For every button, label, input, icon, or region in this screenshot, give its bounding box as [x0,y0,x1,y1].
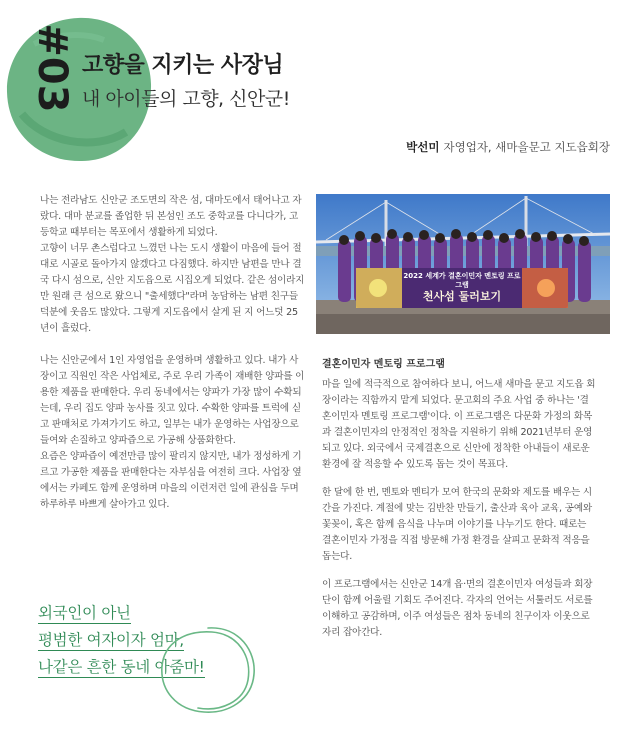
article-title: 고향을 지키는 사장님 [82,53,284,78]
banner-line-1: 2022 세계가 결혼이민자 멘토링 프로그램 [403,272,521,289]
left-column [40,193,306,513]
body-paragraph: 마을 일에 적극적으로 참여하다 보니, 어느새 새마을 문고 지도읍 회장이라는 직함까지 맡게 되었다. 문고회의 주요 사업 중 하나는 '결혼이민자 멘토링 프로그램'이다. 이 프로그램은 다문화 가정의 화목과 결혼이민자의 안정적인 정착을 지원하기 위해 2021년부터 운영되고 있다. 외국에서 국제결혼으로 신안에 정착한 아내들이 새로운 환경에 잘 적응할 수 있도록 돕는 것이 목표다. [322,379,596,470]
body-paragraph: 나는 전라남도 신안군 조도면의 작은 섬, 대마도에서 태어나고 자랐다. 대마 분교를 졸업한 뒤 본섬인 조도 중학교를 다니다가, 고등학교 때부터는 목포에서 생활하게 되었다. [40,195,302,238]
photo-caption: 결혼이민자 멘토링 프로그램 [322,359,445,370]
byline [406,139,610,155]
quote-line-2: 평범한 여자이자 엄마, [38,631,184,649]
article-subtitle: 내 아이들의 고향, 신안군! [82,88,290,110]
body-paragraph: 나는 신안군에서 1인 자영업을 운영하며 생활하고 있다. 내가 사장이고 직원인 작은 사업체로, 주로 우리 가족이 재배한 양파를 이용한 제품을 판매한다. 우리 동네에서는 양파가 가장 많이 수확되는데, 우리 집도 양파 농사를 짓고 있다. 수확한 양파를 트럭에 싣고 판매처로 가져가기도 하고, 일부는 내가 운영하는 사업장으로 들여와 손질하고 양파즙으로 가공해 상품화한다. [40,355,305,446]
body-paragraph: 고향이 너무 촌스럽다고 느꼈던 나는 도시 생활이 마음에 들어 절대로 시골로 돌아가지 않겠다고 다짐했다. 하지만 남편을 만나 결국 다시 섬으로, 신안 지도읍으로 시집오게 되었다. 같은 섬이라지만 원래 큰 섬으로 왔으니 "출세했다"라며 농담하는 남편 친구들 덕분에 웃음도 많았다. 그렇게 지도읍에서 살게 된 지 어느덧 25년이 흘렀다. [40,243,305,334]
quote-line-1: 외국인이 아닌 [38,604,131,622]
circle-scribble-icon [156,622,260,718]
banner-line-2: 천사섬 둘러보기 [422,290,502,303]
banner-text [402,272,522,304]
right-column [322,377,596,641]
issue-number: #03 [29,23,75,113]
byline-role: 자영업자, 새마을문고 지도읍회장 [443,140,610,154]
body-paragraph: 요즘은 양파즙이 예전만큼 많이 팔리지 않지만, 내가 정성하게 기르고 가공한 제품을 판매한다는 자부심을 여전히 크다. 사업장 옆에서는 카페도 함께 운영하며 마을의 이런저런 일에 관심을 두며 하루하루 바쁘게 살아가고 있다. [40,451,302,510]
group-photo [316,194,610,334]
quote-line-3: 나같은 흔한 동네 아줌마! [38,658,205,676]
byline-name: 박선미 [406,140,440,154]
body-paragraph: 한 달에 한 번, 멘토와 멘티가 모여 한국의 문화와 제도를 배우는 시간을 가진다. 계절에 맞는 김반찬 만들기, 출산과 육아 교육, 공예와 꽃꽂이, 혹은 함께 음식을 나누며 이야기를 나누기도 한다. 때로는 결혼이민자 가정을 직접 방문해 가정 환경을 살피고 문화적 적응을 돕는다. [322,487,592,562]
body-paragraph: 이 프로그램에서는 신안군 14개 읍·면의 결혼이민자 여성들과 회장단이 함께 어울릴 기회도 주어진다. 각자의 언어는 서툴러도 서로를 이해하고 공감하며, 이주 여성들은 점차 동네의 친구이자 이웃으로 자리 잡아간다. [322,579,593,638]
